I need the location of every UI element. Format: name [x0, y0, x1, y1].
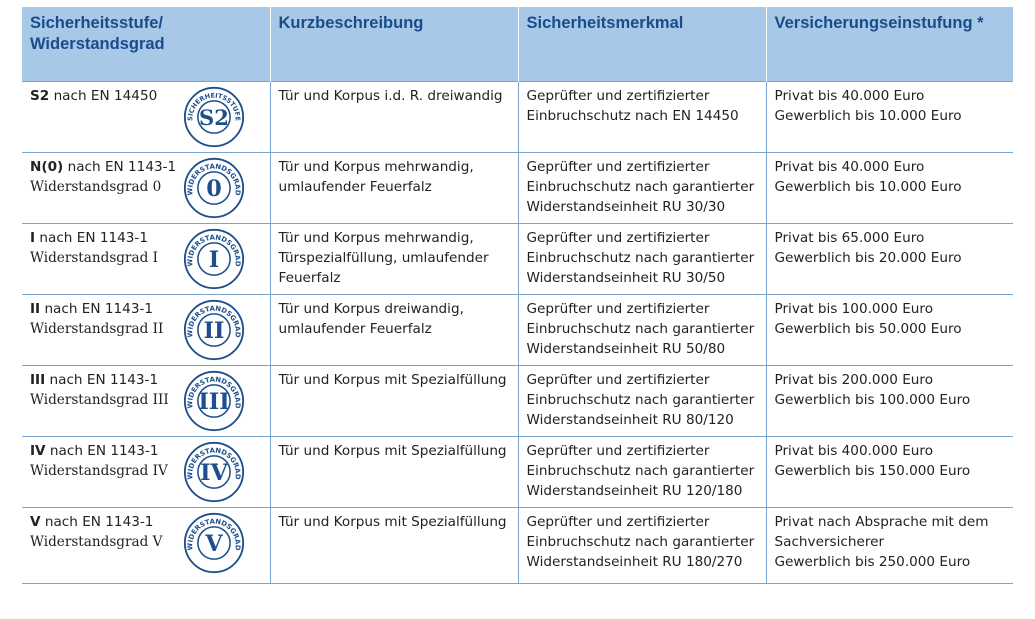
description-line: Tür und Korpus dreiwandig, [278, 301, 464, 317]
insurance-cell [766, 153, 1013, 224]
feature-line: Geprüfter und zertifizierter [526, 372, 710, 388]
description-cell [270, 366, 518, 437]
security-feature-cell [518, 295, 766, 366]
security-feature-cell [518, 153, 766, 224]
insurance-line: Privat bis 40.000 Euro [774, 159, 925, 175]
resistance-grade: Widerstandsgrad III [30, 392, 169, 408]
feature-line: Geprüfter und zertifizierter [526, 88, 710, 104]
insurance-line: Gewerblich bis 50.000 Euro [774, 321, 962, 337]
insurance-line: Gewerblich bis 250.000 Euro [774, 554, 971, 570]
insurance-line: Privat bis 200.000 Euro [774, 372, 934, 388]
insurance-line: Sachversicherer [774, 534, 885, 550]
feature-line: Widerstandseinheit RU 30/50 [526, 270, 726, 286]
seal-center-text: II [203, 318, 225, 345]
header-security-feature: Sicherheitsmerkmal [518, 7, 766, 82]
description-line: Tür und Korpus i.d. R. dreiwandig [278, 88, 503, 104]
table-row [22, 295, 1013, 366]
feature-line: Geprüfter und zertifizierter [526, 301, 710, 317]
seal-center-text: IV [200, 460, 228, 487]
level-code: S2 [30, 88, 50, 104]
table-row [22, 508, 1013, 584]
security-level-cell [22, 366, 270, 437]
insurance-line: Gewerblich bis 10.000 Euro [774, 108, 962, 124]
insurance-cell [766, 366, 1013, 437]
seal-center-text: III [198, 389, 230, 416]
feature-line: Geprüfter und zertifizierter [526, 159, 710, 175]
description-line: Türspezialfüllung, umlaufender [278, 250, 489, 266]
level-code: II [30, 301, 41, 317]
level-standard: nach EN 1143-1 [45, 443, 159, 459]
widerstandsgrad-seal-icon [183, 512, 245, 574]
insurance-line: Privat bis 400.000 Euro [774, 443, 934, 459]
table-row [22, 153, 1013, 224]
insurance-line: Gewerblich bis 100.000 Euro [774, 392, 971, 408]
security-level-cell [22, 295, 270, 366]
insurance-line: Privat bis 100.000 Euro [774, 301, 934, 317]
level-standard: nach EN 1143-1 [63, 159, 177, 175]
header-short-description: Kurzbeschreibung [270, 7, 518, 82]
level-standard: nach EN 1143-1 [45, 372, 159, 388]
widerstandsgrad-seal-icon [183, 157, 245, 219]
resistance-grade: Widerstandsgrad IV [30, 463, 168, 479]
level-code: V [30, 514, 41, 530]
insurance-line: Gewerblich bis 150.000 Euro [774, 463, 971, 479]
seal-ring-text: WIDERSTANDSGRAD [186, 233, 242, 267]
security-levels-table [22, 7, 1013, 584]
insurance-cell [766, 437, 1013, 508]
widerstandsgrad-seal-icon [183, 299, 245, 361]
seal-center-text: 0 [206, 176, 222, 203]
insurance-cell [766, 508, 1013, 584]
level-standard: nach EN 1143-1 [40, 301, 154, 317]
feature-line: Widerstandseinheit RU 120/180 [526, 483, 743, 499]
description-cell [270, 508, 518, 584]
table-row [22, 82, 1013, 153]
insurance-cell [766, 82, 1013, 153]
security-feature-cell [518, 82, 766, 153]
seal-ring-text: WIDERSTANDSGRAD [186, 162, 242, 196]
table-row [22, 366, 1013, 437]
security-level-cell [22, 437, 270, 508]
header-insurance-rating: Versicherungseinstufung * [766, 7, 1013, 82]
description-cell [270, 82, 518, 153]
feature-line: Einbruchschutz nach EN 14450 [526, 108, 739, 124]
description-line: Feuerfalz [278, 270, 341, 286]
description-line: Tür und Korpus mit Spezialfüllung [278, 372, 507, 388]
seal-ring-text: WIDERSTANDSGRAD [186, 304, 242, 338]
feature-line: Einbruchschutz nach garantierter [526, 534, 755, 550]
feature-line: Geprüfter und zertifizierter [526, 514, 710, 530]
security-feature-cell [518, 224, 766, 295]
description-cell [270, 224, 518, 295]
description-cell [270, 153, 518, 224]
level-code: IV [30, 443, 46, 459]
widerstandsgrad-seal-icon [183, 370, 245, 432]
table-row [22, 224, 1013, 295]
feature-line: Widerstandseinheit RU 180/270 [526, 554, 743, 570]
insurance-line: Privat bis 65.000 Euro [774, 230, 925, 246]
description-line: umlaufender Feuerfalz [278, 321, 432, 337]
description-line: umlaufender Feuerfalz [278, 179, 432, 195]
insurance-cell [766, 295, 1013, 366]
level-code: I [30, 230, 36, 246]
feature-line: Widerstandseinheit RU 30/30 [526, 199, 726, 215]
widerstandsgrad-seal-icon [183, 228, 245, 290]
security-level-cell [22, 153, 270, 224]
feature-line: Geprüfter und zertifizierter [526, 230, 710, 246]
widerstandsgrad-seal-icon [183, 441, 245, 503]
level-standard: nach EN 14450 [49, 88, 158, 104]
resistance-grade: Widerstandsgrad 0 [30, 179, 162, 195]
description-line: Tür und Korpus mit Spezialfüllung [278, 514, 507, 530]
security-level-cell [22, 508, 270, 584]
insurance-line: Gewerblich bis 10.000 Euro [774, 179, 962, 195]
sicherheitsstufe-seal-icon [183, 86, 245, 148]
header-row [22, 7, 1013, 82]
security-level-cell [22, 82, 270, 153]
insurance-line: Privat bis 40.000 Euro [774, 88, 925, 104]
table-row [22, 437, 1013, 508]
feature-line: Einbruchschutz nach garantierter [526, 179, 755, 195]
feature-line: Einbruchschutz nach garantierter [526, 392, 755, 408]
seal-ring-text: WIDERSTANDSGRAD [186, 446, 242, 480]
feature-line: Widerstandseinheit RU 80/120 [526, 412, 734, 428]
security-feature-cell [518, 508, 766, 584]
resistance-grade: Widerstandsgrad II [30, 321, 164, 337]
description-line: Tür und Korpus mit Spezialfüllung [278, 443, 507, 459]
security-feature-cell [518, 366, 766, 437]
feature-line: Geprüfter und zertifizierter [526, 443, 710, 459]
description-cell [270, 437, 518, 508]
description-cell [270, 295, 518, 366]
seal-ring-text: WIDERSTANDSGRAD [186, 517, 242, 551]
level-standard: nach EN 1143-1 [35, 230, 148, 246]
seal-ring-text: WIDERSTANDSGRAD [186, 375, 242, 409]
feature-line: Einbruchschutz nach garantierter [526, 250, 755, 266]
security-feature-cell [518, 437, 766, 508]
seal-center-text: V [205, 531, 223, 558]
seal-center-text: S2 [199, 105, 229, 131]
insurance-cell [766, 224, 1013, 295]
feature-line: Einbruchschutz nach garantierter [526, 463, 755, 479]
description-line: Tür und Korpus mehrwandig, [278, 159, 474, 175]
resistance-grade: Widerstandsgrad V [30, 534, 163, 550]
header-security-level: Sicherheitsstufe/ Widerstandsgrad [22, 7, 270, 82]
description-line: Tür und Korpus mehrwandig, [278, 230, 474, 246]
feature-line: Einbruchschutz nach garantierter [526, 321, 755, 337]
level-code: N(0) [30, 159, 64, 175]
level-code: III [30, 372, 46, 388]
resistance-grade: Widerstandsgrad I [30, 250, 158, 266]
insurance-line: Privat nach Absprache mit dem [774, 514, 989, 530]
seal-ring-text: SICHERHEITSSTUFE [186, 91, 242, 122]
security-level-cell [22, 224, 270, 295]
seal-center-text: I [208, 247, 220, 274]
level-standard: nach EN 1143-1 [40, 514, 154, 530]
insurance-line: Gewerblich bis 20.000 Euro [774, 250, 962, 266]
feature-line: Widerstandseinheit RU 50/80 [526, 341, 726, 357]
